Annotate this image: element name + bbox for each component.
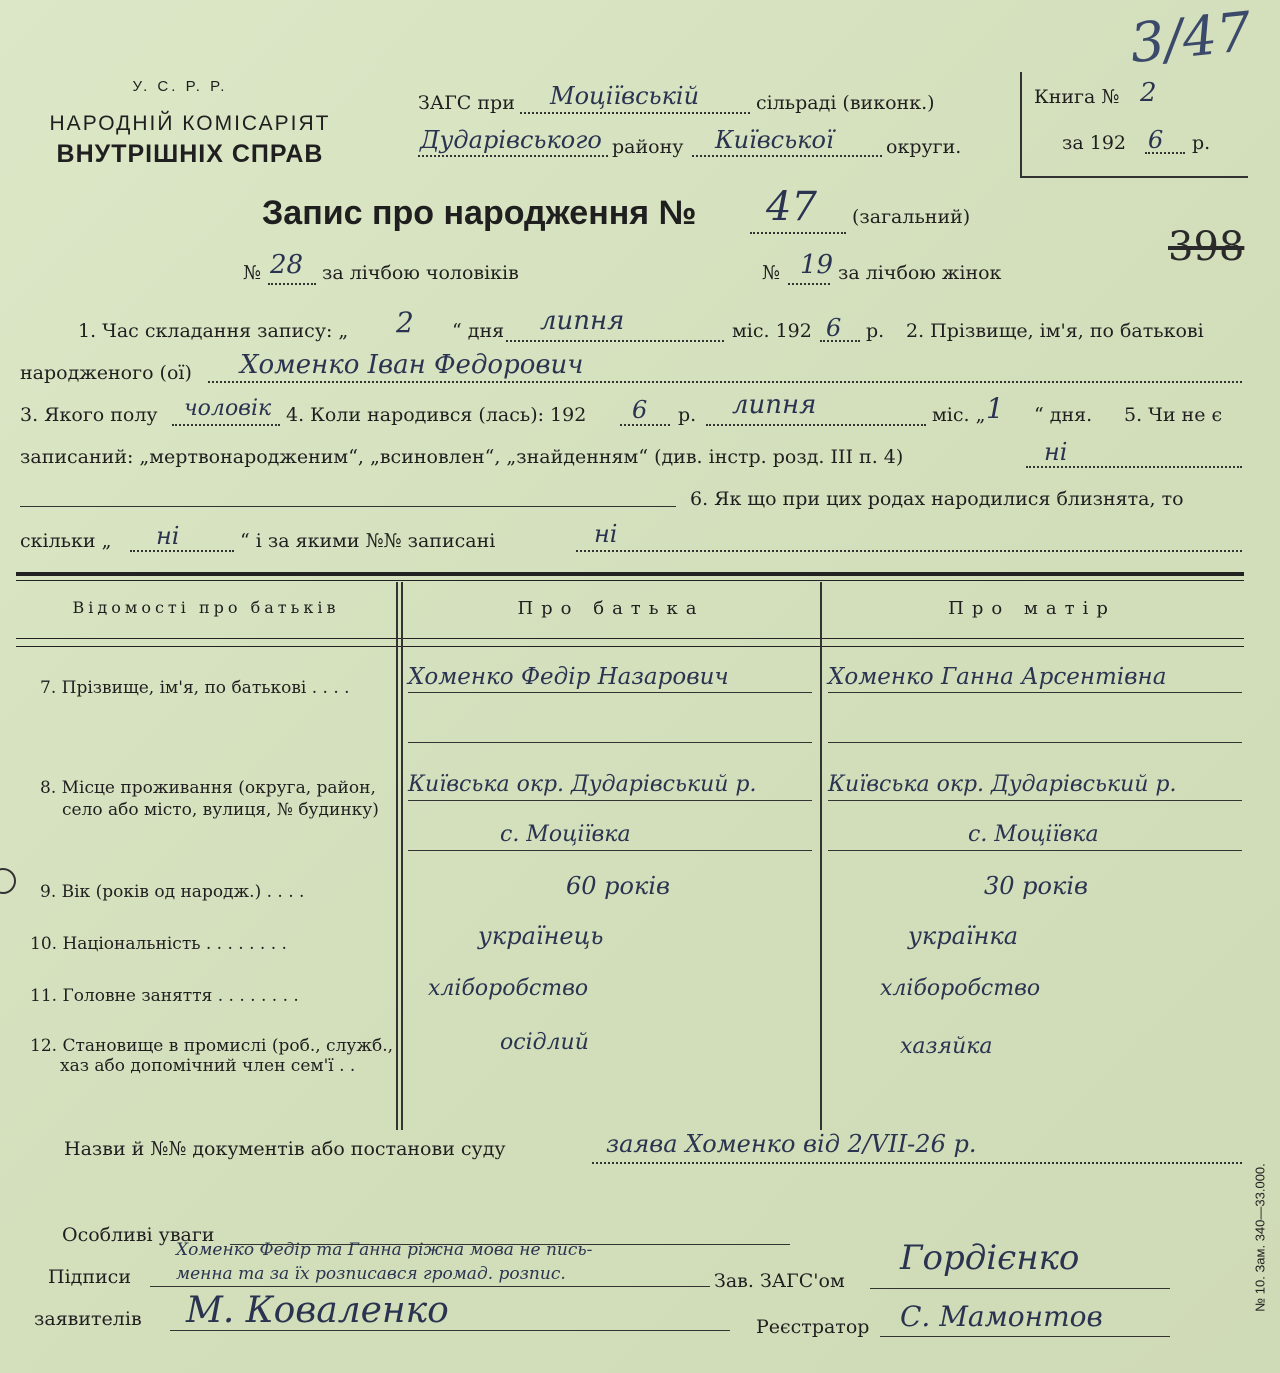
- row7-mother: Хоменко Ганна Арсентівна: [828, 664, 1167, 690]
- header-father: Про батька: [517, 598, 705, 619]
- row8-father-line: [408, 800, 812, 801]
- row8-father: Київська окр. Дударівський р.: [408, 772, 757, 797]
- item3-label: 3. Якого полу: [20, 404, 158, 426]
- registrar-signature: С. Мамонтов: [900, 1300, 1103, 1333]
- corner-mark: 3/47: [1127, 0, 1255, 76]
- row8-mother-line: [828, 800, 1242, 801]
- item5-text: записаний: „мертвонародженим“, „всиновлен“, „знайденням“ (див. інстр. розд. III п. 4): [20, 446, 904, 468]
- item6-numbers-label: “ і за якими №№ записані: [240, 530, 496, 552]
- row9-label: 9. Вік (років од народж.) . . . .: [40, 882, 305, 902]
- row7-father-line2: [408, 742, 812, 743]
- zags-prefix: ЗАГС при: [418, 92, 515, 114]
- row12-label: 12. Становище в промислі (роб., служб.,: [30, 1036, 394, 1056]
- book-year-label: за 192: [1062, 132, 1126, 154]
- row12-mother: хазяйка: [900, 1034, 993, 1059]
- item4-label: 4. Коли народився (лась): 192: [286, 404, 587, 426]
- item4-year-line: [620, 424, 670, 426]
- table-col-divider-1b: [401, 582, 403, 1130]
- zags-village-line: [520, 112, 750, 114]
- item1-year-line: [820, 340, 860, 342]
- remarks-text2: менна та за їх розписався громад. розпис.: [176, 1264, 566, 1284]
- book-label: Книга №: [1034, 86, 1120, 108]
- head-sign-line: [870, 1288, 1170, 1289]
- item2-label: 2. Прізвище, ім'я, по батькові: [906, 320, 1204, 342]
- newborn-line: [208, 381, 1242, 383]
- item4-mis: міс. „: [932, 404, 986, 426]
- row11-label: 11. Головне заняття . . . . . . . .: [30, 986, 299, 1006]
- registrar-label: Реєстратор: [756, 1316, 870, 1338]
- item5-line: [1026, 466, 1242, 468]
- remarks-text1: Хоменко Федір та Ганна ріжна мова не пись-: [176, 1240, 593, 1260]
- item6-numbers-line: [576, 550, 1242, 552]
- row7-father-line: [408, 692, 812, 693]
- female-count-prefix: №: [762, 262, 780, 284]
- female-count-value: 19: [800, 250, 834, 280]
- ministry-line1: НАРОДНІЙ КОМІСАРІЯТ: [49, 112, 331, 135]
- registrar-sign-line: [880, 1336, 1170, 1337]
- row11-mother: хліборобство: [880, 976, 1041, 1001]
- item5-continuation-line: [20, 506, 676, 507]
- item1-year-digit: 6: [826, 314, 842, 342]
- record-title: Запис про народження №: [262, 194, 697, 232]
- header-mother: Про матір: [948, 598, 1116, 619]
- okrug-label: округи.: [886, 136, 962, 158]
- row8-mother-line2: [828, 850, 1242, 851]
- applicant-signature: М. Коваленко: [186, 1290, 449, 1331]
- record-number: 47: [766, 184, 817, 230]
- book-year-line: [1145, 152, 1185, 154]
- district-line: [418, 155, 608, 157]
- table-header-rule: [16, 638, 1244, 639]
- item6-numbers-value: ні: [594, 520, 618, 548]
- applicant-sign-line: [170, 1330, 730, 1331]
- ministry-line2: ВНУТРІШНІХ СПРАВ: [56, 140, 324, 168]
- row10-mother: українка: [908, 922, 1019, 950]
- zags-village: Моціївській: [550, 82, 700, 110]
- record-general: (загальний): [852, 206, 971, 228]
- newborn-label: народженого (ої): [20, 362, 192, 384]
- item4-day: 1: [986, 392, 1004, 425]
- item4-year-digit: 6: [632, 396, 648, 424]
- item1-end: р.: [866, 320, 885, 342]
- item6-text: 6. Як що при цих родах народилися близнята, то: [690, 488, 1184, 510]
- table-header-rule2: [16, 646, 1244, 647]
- row12-father: осідлий: [500, 1030, 589, 1055]
- row8-father2: с. Моціївка: [500, 822, 631, 847]
- item1-year-label: міс. 192: [732, 320, 812, 342]
- republic-abbrev: У. С. Р. Р.: [132, 78, 228, 95]
- item1-label: 1. Час складання запису: „: [78, 320, 349, 342]
- row12-label2: хаз або допомічний член сем'ї . .: [60, 1056, 356, 1076]
- table-top-rule-thin: [16, 580, 1244, 581]
- row11-father: хліборобство: [428, 976, 589, 1001]
- male-count-line: [268, 283, 316, 285]
- item3-sex: чоловік: [184, 396, 272, 421]
- row10-label: 10. Національність . . . . . . . .: [30, 934, 287, 954]
- item6-count-value: ні: [156, 522, 180, 550]
- row9-father: 60 років: [566, 872, 670, 900]
- okrug-line: [692, 155, 882, 157]
- district-label: району: [612, 136, 684, 158]
- male-count-label: за лічбою чоловіків: [322, 262, 519, 284]
- row8-father-line2: [408, 850, 812, 851]
- record-number-line: [750, 232, 846, 234]
- header-parents-info: Відомості про батьків: [72, 598, 340, 617]
- row8-mother2: с. Моціївка: [968, 822, 1099, 847]
- row7-mother-line2: [828, 742, 1242, 743]
- row8-mother: Київська окр. Дударівський р.: [828, 772, 1177, 797]
- item4-r: р.: [678, 404, 697, 426]
- item5-label: 5. Чи не є: [1124, 404, 1223, 426]
- head-signature: Гордієнко: [900, 1238, 1080, 1278]
- item1-month: липня: [540, 306, 625, 336]
- remarks-line2: [150, 1286, 710, 1287]
- item4-month: липня: [732, 390, 817, 420]
- table-top-rule: [16, 572, 1244, 576]
- documents-label: Назви й №№ документів або постанови суду: [64, 1138, 506, 1160]
- binding-hole-icon: [0, 868, 16, 894]
- applicants-label1: Підписи: [48, 1266, 131, 1288]
- row8-label: 8. Місце проживання (округа, район,: [40, 778, 376, 798]
- item4-day-label: “ дня.: [1034, 404, 1093, 426]
- applicants-label2: заявителів: [34, 1308, 142, 1330]
- newborn-name: Хоменко Іван Федорович: [240, 350, 584, 380]
- female-count-line: [788, 283, 830, 285]
- book-number: 2: [1140, 78, 1157, 108]
- okrug-value: Київської: [715, 126, 834, 154]
- item6-count-label: скільки „: [20, 530, 112, 552]
- row8-label2: село або місто, вулиця, № будинку): [62, 800, 379, 820]
- item4-month-line: [706, 424, 926, 426]
- row7-mother-line: [828, 692, 1242, 693]
- item3-sex-line: [172, 424, 280, 426]
- head-label: Зав. ЗАГС'ом: [714, 1270, 845, 1292]
- district-value: Дударівського: [420, 126, 602, 154]
- item1-month-line: [506, 340, 724, 342]
- row7-label: 7. Прізвище, ім'я, по батькові . . . .: [40, 678, 350, 698]
- side-print: № 10. Зам. 340—33.000.: [1252, 1163, 1268, 1312]
- male-count-prefix: №: [243, 262, 261, 284]
- stamp-number: 398: [1168, 224, 1245, 270]
- item6-count-line: [130, 550, 234, 552]
- item1-day: 2: [396, 306, 414, 339]
- zags-suffix: сільраді (виконк.): [756, 92, 935, 114]
- book-year-suffix: р.: [1192, 132, 1211, 154]
- row7-father: Хоменко Федір Назарович: [408, 664, 729, 690]
- male-count-value: 28: [270, 250, 304, 280]
- row10-father: українець: [478, 922, 604, 950]
- book-year-digit: 6: [1148, 126, 1164, 154]
- documents-value: заява Хоменко від 2/VII-26 р.: [606, 1130, 977, 1158]
- female-count-label: за лічбою жінок: [838, 262, 1002, 284]
- documents-line: [592, 1162, 1242, 1164]
- item1-day-label: “ дня: [452, 320, 505, 342]
- table-col-divider-1: [396, 582, 398, 1130]
- remarks-label: Особливі уваги: [62, 1224, 215, 1246]
- table-col-divider-2: [820, 582, 822, 1130]
- row9-mother: 30 років: [984, 872, 1088, 900]
- item5-value: ні: [1044, 438, 1068, 466]
